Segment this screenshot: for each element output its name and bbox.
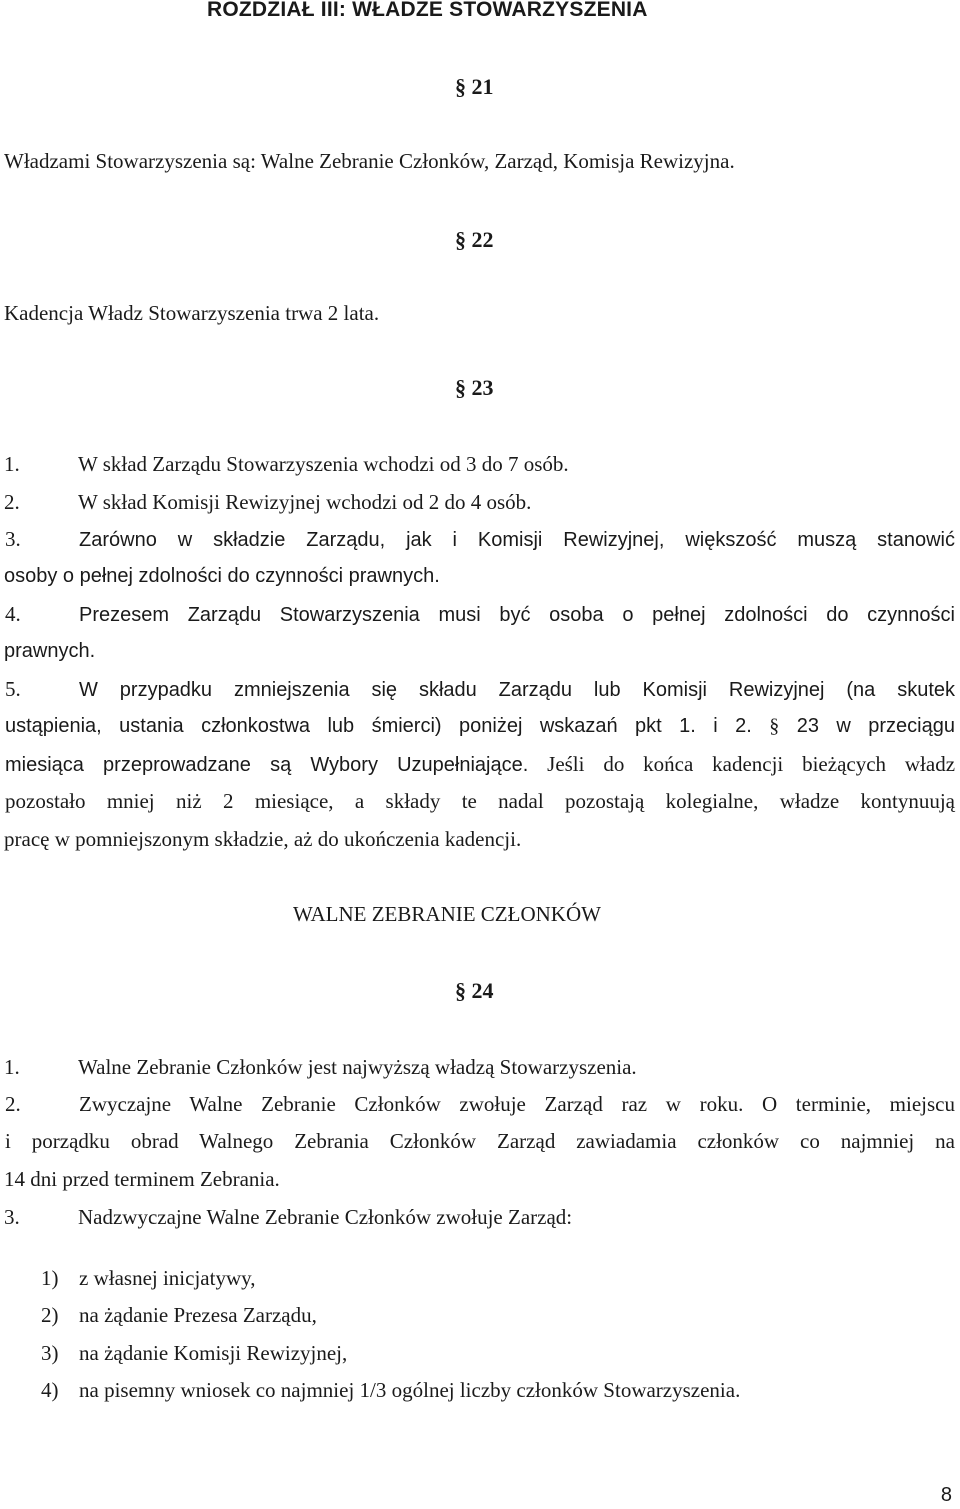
list-item: 5. W przypadku zmniejszenia się składu Zarządu lub Komisji Rewizyjnej (na skutek — [5, 677, 955, 701]
paragraph-24-heading — [455, 978, 494, 1004]
sub-list-item: 1) z własnej inicjatywy, — [41, 1266, 256, 1290]
chapter-title: ROZDZIAŁ III: WŁADZE STOWARZYSZENIA — [207, 0, 648, 21]
paragraph-symbol: § — [455, 978, 466, 1003]
list-item: 2. W skład Komisji Rewizyjnej wchodzi od 2 do 4 osób. — [4, 490, 532, 514]
paragraph-21-number: 21 — [471, 74, 494, 99]
paragraph-symbol: § — [455, 375, 466, 400]
paragraph-23-number: 23 — [471, 375, 494, 400]
list-item-continuation: 14 dni przed terminem Zebrania. — [4, 1167, 280, 1191]
page-number: 8 — [940, 1484, 952, 1506]
paragraph-22-heading — [455, 227, 494, 253]
list-item-continuation: miesiąca przeprowadzane są Wybory Uzupełniające. Jeśli do końca kadencji bieżących władz — [5, 752, 956, 776]
paragraph-24-number: 24 — [471, 978, 494, 1003]
paragraph-symbol: § — [455, 74, 466, 99]
section-heading: WALNE ZEBRANIE CZŁONKÓW — [293, 902, 601, 926]
list-item: 3. Zarówno w składzie Zarządu, jak i Komisji Rewizyjnej, większość muszą stanowić — [5, 527, 955, 551]
paragraph-21-heading — [455, 74, 494, 100]
sub-list-item: 3) na żądanie Komisji Rewizyjnej, — [41, 1341, 348, 1365]
list-item-continuation: pracę w pomniejszonym składzie, aż do ukończenia kadencji. — [4, 827, 522, 851]
list-item: 2. Zwyczajne Walne Zebranie Członków zwołuje Zarząd raz w roku. O terminie, miejscu — [5, 1092, 955, 1116]
paragraph-22-text: Kadencja Władz Stowarzyszenia trwa 2 lata. — [4, 301, 380, 325]
sub-list-item: 2) na żądanie Prezesa Zarządu, — [41, 1303, 317, 1327]
paragraph-21-text: Władzami Stowarzyszenia są: Walne Zebranie Członków, Zarząd, Komisja Rewizyjna. — [4, 149, 735, 173]
paragraph-22-number: 22 — [471, 227, 494, 252]
list-item-continuation: i porządku obrad Walnego Zebrania Członków Zarząd zawiadamia członków co najmniej na — [5, 1129, 955, 1153]
list-item: 3. Nadzwyczajne Walne Zebranie Członków zwołuje Zarząd: — [4, 1205, 573, 1229]
list-item: 1. Walne Zebranie Członków jest najwyższą władzą Stowarzyszenia. — [4, 1055, 637, 1079]
list-item-continuation: ustąpienia, ustania członkostwa lub śmierci) poniżej wskazań pkt 1. i 2. § 23 w przeciągu — [5, 715, 955, 737]
list-item: 4. Prezesem Zarządu Stowarzyszenia musi być osoba o pełnej zdolności do czynności — [5, 602, 955, 626]
list-item-continuation: pozostało mniej niż 2 miesiące, a składy te nadal pozostają kolegialne, władze kontynuują — [5, 789, 955, 813]
paragraph-symbol: § — [455, 227, 466, 252]
paragraph-23-heading — [455, 375, 494, 401]
list-item: 1. W skład Zarządu Stowarzyszenia wchodzi od 3 do 7 osób. — [4, 452, 569, 476]
sub-list-item: 4) na pisemny wniosek co najmniej 1/3 ogólnej liczby członków Stowarzyszenia. — [41, 1378, 741, 1402]
list-item-continuation: osoby o pełnej zdolności do czynności prawnych. — [4, 565, 440, 587]
paragraph-symbol: § — [769, 715, 780, 737]
list-item-continuation: prawnych. — [4, 640, 96, 662]
